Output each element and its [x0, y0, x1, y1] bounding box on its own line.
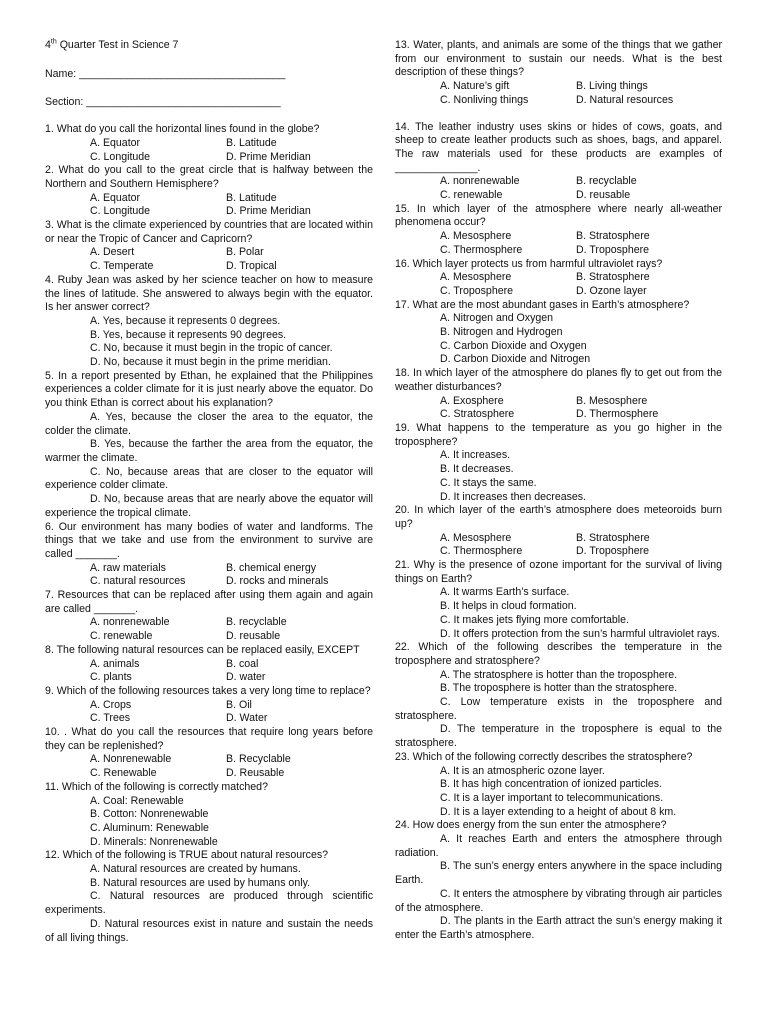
option[interactable]: A. It is an atmospheric ozone layer. — [440, 764, 605, 777]
option[interactable]: B. The troposphere is hotter than the stratosphere. — [440, 682, 678, 695]
left-column — [45, 39, 373, 945]
option[interactable]: B. Yes, because it represents 90 degrees. — [90, 328, 287, 341]
section-field[interactable]: Section: _________________________________ — [45, 96, 281, 109]
question-4-options — [45, 315, 373, 370]
question-3: 3. What is the climate experienced by countries that are located within or near the Tropic of Cancer and Capricorn? — [45, 219, 373, 245]
option[interactable]: C. Longitude — [90, 205, 151, 218]
option[interactable]: A. It increases. — [440, 449, 511, 462]
option[interactable]: C. natural resources — [90, 575, 186, 588]
question-13-options — [395, 80, 722, 107]
option[interactable]: A. Equator — [90, 191, 141, 204]
option[interactable]: A. Crops — [90, 698, 132, 711]
option[interactable]: D. Troposphere — [576, 243, 650, 256]
option[interactable]: D. It increases then decreases. — [440, 490, 587, 503]
option[interactable]: D. Natural resources — [576, 93, 674, 106]
option[interactable]: C. Troposphere — [440, 284, 514, 297]
option[interactable]: A. animals — [90, 657, 140, 670]
question-8-options — [45, 658, 373, 685]
option[interactable]: D. water — [226, 671, 266, 684]
question-10: 10. . What do you call the resources that require long years before they can be replenished? — [45, 726, 373, 752]
option[interactable]: B. Recyclable — [226, 753, 291, 766]
option[interactable]: D. Thermosphere — [576, 408, 659, 421]
question-15: 15. In which layer of the atmosphere where nearly all-weather phenomena occur? — [395, 202, 722, 229]
option[interactable]: D. Ozone layer — [576, 284, 647, 297]
right-column — [395, 39, 722, 943]
option[interactable]: B. Living things — [576, 80, 648, 93]
option[interactable]: B. Mesosphere — [576, 394, 648, 407]
option[interactable]: C. It stays the same. — [440, 476, 537, 489]
option[interactable]: D. Prime Meridian — [226, 205, 311, 218]
question-11-options — [45, 795, 373, 850]
question-11: 11. Which of the following is correctly matched? — [45, 780, 268, 793]
option[interactable]: A. raw materials — [90, 561, 166, 574]
question-8: 8. The following natural resources can be replaced easily, EXCEPT — [45, 643, 360, 656]
option[interactable]: C. Carbon Dioxide and Oxygen — [440, 339, 587, 352]
question-9-options — [45, 699, 373, 726]
question-1-options — [45, 137, 373, 164]
option[interactable]: C. No, because areas that are closer to the equator will experience colder climate. — [45, 465, 373, 492]
option[interactable]: D. No, because areas that are nearly above the equator will experience the tropical climate. — [45, 493, 373, 519]
option[interactable]: D. Tropical — [226, 260, 277, 273]
option[interactable]: B. The sun’s energy enters anywhere in the space including Earth. — [395, 860, 722, 887]
question-18: 18. In which layer of the atmosphere do planes fly to get out from the weather disturbances? — [395, 367, 722, 393]
option[interactable]: C. renewable — [440, 189, 503, 202]
option[interactable]: A. Mesosphere — [440, 531, 512, 544]
option[interactable]: B. Polar — [226, 246, 264, 259]
option[interactable]: C. It makes jets flying more comfortable. — [440, 613, 629, 626]
option[interactable]: B. Cotton: Nonrenewable — [90, 808, 209, 821]
option[interactable]: D. No, because it must begin in the prime meridian. — [90, 356, 331, 369]
option[interactable]: C. Nonliving things — [440, 93, 529, 106]
option[interactable]: D. The plants in the Earth attract the sun’s energy making it enter the Earth’s atmosphere. — [395, 915, 722, 941]
question-5: 5. In a report presented by Ethan, he explained that the Philippines experiences a colder climate for it is just nearly above the equator. Do you think Ethan is correct about his explanation? — [45, 369, 373, 410]
option[interactable]: B. It decreases. — [440, 463, 514, 476]
option[interactable]: C. Thermosphere — [440, 545, 523, 558]
name-field[interactable]: Name: ___________________________________ — [45, 67, 286, 80]
option[interactable]: A. Mesosphere — [440, 271, 512, 284]
option[interactable]: D. Troposphere — [576, 545, 650, 558]
option[interactable]: D. reusable — [576, 189, 631, 202]
option[interactable]: D. It is a layer extending to a height of about 8 km. — [440, 805, 677, 818]
option[interactable]: C. Thermosphere — [440, 243, 523, 256]
option[interactable]: A. nonrenewable — [90, 616, 170, 629]
option[interactable]: B. Yes, because the farther the area from the equator, the warmer the climate. — [45, 438, 373, 464]
option[interactable]: B. Stratosphere — [576, 531, 650, 544]
option[interactable]: A. Exosphere — [440, 394, 504, 407]
question-22-options — [395, 669, 722, 696]
option[interactable]: C. renewable — [90, 630, 153, 643]
option[interactable]: A. It warms Earth’s surface. — [440, 586, 570, 599]
question-21-options — [395, 586, 722, 627]
question-1: 1. What do you call the horizontal lines found in the globe? — [45, 123, 320, 136]
option[interactable]: B. Natural resources are used by humans only. — [90, 876, 311, 889]
question-3-options — [45, 246, 373, 273]
option[interactable]: B. coal — [226, 657, 259, 670]
option[interactable]: A. Yes, because it represents 0 degrees. — [90, 314, 281, 327]
option[interactable]: D. Prime Meridian — [226, 150, 311, 163]
option[interactable]: C. No, because it must begin in the tropic of cancer. — [90, 342, 333, 355]
question-6: 6. Our environment has many bodies of water and landforms. The things that we take and use from the environment to survive are called _______. — [45, 520, 373, 560]
option[interactable]: A. It reaches Earth and enters the atmosphere through radiation. — [395, 833, 722, 859]
option[interactable]: C. It is a layer important to telecommunications. — [440, 791, 664, 804]
question-21: 21. Why is the presence of ozone important for the survival of living things on Earth? — [395, 559, 722, 585]
question-13: 13. Water, plants, and animals are some of the things that we gather from our environment to sustain our needs. What is the best description of these things? — [395, 39, 722, 79]
question-2: 2. What do you call to the great circle that is halfway between the Northern and Southern Hemisphere? — [45, 164, 373, 190]
option[interactable]: A. Nonrenewable — [90, 753, 172, 766]
option[interactable]: A. Nitrogen and Oxygen — [440, 312, 554, 325]
option[interactable]: D. rocks and minerals — [226, 575, 329, 588]
option[interactable]: C. Aluminum: Renewable — [90, 821, 209, 834]
question-2-options — [45, 192, 373, 219]
question-12: 12. Which of the following is TRUE about natural resources? — [45, 849, 329, 862]
option[interactable]: C. Natural resources are produced through scientific experiments. — [45, 890, 373, 917]
option[interactable]: A. Natural resources are created by humans. — [90, 863, 301, 876]
option[interactable]: C. Trees — [90, 712, 131, 725]
option[interactable]: D. Natural resources exist in nature and sustain the needs of all living things. — [45, 917, 373, 944]
test-title: 4th Quarter Test in Science 7 — [45, 38, 179, 51]
question-6-options — [45, 562, 373, 589]
question-10-options — [45, 753, 373, 780]
question-14: 14. The leather industry uses skins or hides of cows, goats, and sheep to create leather products such as shoes, bags, and apparel. The raw materials used for these products are examples of ______________. — [395, 120, 722, 174]
question-9: 9. Which of the following resources takes a very long time to replace? — [45, 684, 371, 697]
question-4: 4. Ruby Jean was asked by her science teacher on how to measure the lines of latitude. She answered to always begin with the equator. Is her answer correct? — [45, 273, 373, 314]
option[interactable]: C. Low temperature exists in the troposphere and stratosphere. — [395, 696, 722, 722]
option[interactable]: B. chemical energy — [226, 561, 317, 574]
option[interactable]: B. Latitude — [226, 136, 277, 149]
question-12-options — [45, 863, 373, 890]
question-17: 17. What are the most abundant gases in Earth’s atmosphere? — [395, 298, 690, 311]
option[interactable]: C. Temperate — [90, 260, 154, 273]
option[interactable]: B. recyclable — [576, 175, 637, 188]
option[interactable]: D. It offers protection from the sun’s harmful ultraviolet rays. — [440, 627, 720, 640]
option[interactable]: B. Oil — [226, 698, 252, 711]
option[interactable]: B. Latitude — [226, 191, 277, 204]
option[interactable]: D. Carbon Dioxide and Nitrogen — [440, 353, 591, 366]
option[interactable]: A. Nature’s gift — [440, 80, 510, 93]
question-23-options — [395, 765, 722, 820]
option[interactable]: D. Minerals: Nonrenewable — [90, 835, 218, 848]
option[interactable]: A. Coal: Renewable — [90, 794, 184, 807]
option[interactable]: C. It enters the atmosphere by vibrating through air particles of the atmosphere. — [395, 887, 722, 914]
question-18-options — [395, 395, 722, 422]
option[interactable]: C. Longitude — [90, 150, 151, 163]
question-20: 20. In which layer of the earth’s atmosphere does meteoroids burn up? — [395, 504, 722, 530]
option[interactable]: B. Stratosphere — [576, 271, 650, 284]
question-15-options — [395, 230, 722, 257]
question-23: 23. Which of the following correctly describes the stratosphere? — [395, 750, 693, 763]
option[interactable]: D. reusable — [226, 630, 281, 643]
option[interactable]: A. Equator — [90, 136, 141, 149]
option[interactable]: D. Water — [226, 712, 268, 725]
option[interactable]: B. It helps in cloud formation. — [440, 600, 577, 613]
question-19-options — [395, 449, 722, 504]
option[interactable]: A. Yes, because the closer the area to the equator, the colder the climate. — [45, 410, 373, 437]
option[interactable]: D. Reusable — [226, 767, 285, 780]
question-16: 16. Which layer protects us from harmful ultraviolet rays? — [395, 257, 663, 270]
question-7: 7. Resources that can be replaced after using them again and again are called _______. — [45, 589, 373, 615]
option[interactable]: C. Stratosphere — [440, 408, 515, 421]
option[interactable]: D. The temperature in the troposphere is equal to the stratosphere. — [395, 723, 722, 750]
option[interactable]: A. Desert — [90, 246, 135, 259]
question-14-options — [395, 175, 722, 202]
question-24: 24. How does energy from the sun enter the atmosphere? — [395, 819, 667, 832]
option[interactable]: A. Mesosphere — [440, 230, 512, 243]
question-16-options — [395, 271, 722, 298]
option[interactable]: B. Nitrogen and Hydrogen — [440, 326, 563, 339]
option[interactable]: B. It has high concentration of ionized particles. — [440, 778, 663, 791]
question-20-options — [395, 532, 722, 559]
option[interactable]: C. plants — [90, 671, 132, 684]
option[interactable]: B. recyclable — [226, 616, 287, 629]
option[interactable]: A. nonrenewable — [440, 175, 520, 188]
question-19: 19. What happens to the temperature as you go higher in the troposphere? — [395, 421, 722, 448]
question-7-options — [45, 616, 373, 643]
option[interactable]: A. The stratosphere is hotter than the troposphere. — [440, 668, 678, 681]
option[interactable]: C. Renewable — [90, 767, 157, 780]
question-17-options — [395, 312, 722, 367]
question-22: 22. Which of the following describes the temperature in the troposphere and stratosphere? — [395, 641, 722, 667]
option[interactable]: B. Stratosphere — [576, 230, 650, 243]
